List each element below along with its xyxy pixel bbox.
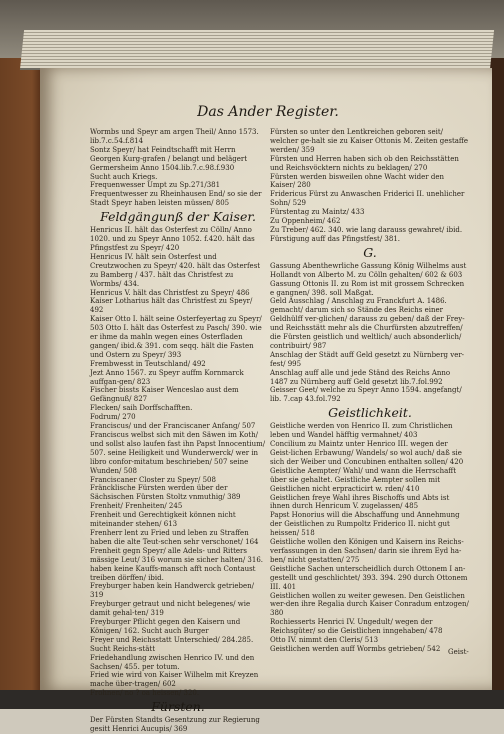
index-entry: Fürsten und Herren haben sich ob den Reichsstätten und Reichsvöcktern nichts zu beklagen/ 270 — [270, 154, 459, 172]
index-entry: Gassung Abenthewrliche Gassung König Wilhelms aust Hollandt von Alberto M. zu Cölln gehalten/ 602 & 603 — [270, 261, 467, 279]
index-entry: Frembwesst in Teutschland/ 492 — [90, 359, 206, 368]
index-entry: Geld Ausschlag / Anschlag zu Franckfurt A. 1486. gemacht/ darum sich so Stände des Reichs einer Geldhülff ver-glichen/ darauss zu geben/ daß der Frey- und Reichsstätt mehr als die Churfürsten abzutreffen/ die Fürsten geistlich und weltlich/ auch absonderlich/ contribuirt/ 987 — [270, 297, 465, 350]
index-entry: Anschlag auff alle und jede Ständ des Reichs Anno 1487 zu Nürnberg auff Geld gesetzt lib.7.fol.992 — [270, 368, 451, 386]
page-title: Das Ander Register. — [197, 104, 339, 120]
index-entry: Freyer und Reichsstatt Unterschied/ 284.285. Sucht Reichs-stätt — [90, 635, 254, 653]
index-entry: Sucht auch Kriegs. — [90, 172, 158, 181]
index-entry: Otto IV. nimmt den Cleris/ 513 — [270, 636, 379, 645]
page-edges — [20, 30, 494, 70]
index-entry: Fürstigung auff das Pfingstfest/ 381. — [270, 234, 400, 243]
index-entry: Franciscus/ und der Franciscaner Anfang/ 507 — [90, 422, 256, 431]
index-entry: Frenheit und Gerechtigkeit können nicht miteinander stehen/ 613 — [90, 511, 236, 529]
index-entry: Der Fürsten Standts Gesentzung zur Regierung gesitt Henrici Aucupis/ 369 — [90, 716, 260, 734]
index-entry: Geisser Geet/ welche zu Speyr Anno 1594. angefangt/ lib. 7.cap 43.fol.792 — [270, 386, 462, 404]
index-entry: Flecken/ saih Dorffschafften. — [90, 404, 193, 413]
index-entry: Geistlichen freye Wahl ihres Bischoffs und Abts ist ihnen durch Henricum V. zugelassen/ 485 — [270, 493, 450, 511]
index-entry: Franciscaner Closter zu Speyr/ 508 — [90, 475, 216, 484]
index-entry: Henricus V. hält das Christfest zu Speyr/ 486 — [90, 288, 250, 297]
index-entry: Geistlichen werden auff Wormbs getrieben/ 542 — [270, 644, 441, 653]
index-entry: Frenheit/ Frenheiten/ 245 — [90, 502, 183, 511]
index-entry: Friedehandlung zwischen Henrico IV. und den Sachsen/ 455. per totum. — [90, 653, 255, 671]
index-entry: Sontz Speyr/ hat Feindtschafft mit Herrn Georgen Kurg-grafen / belangt und belägert Germersheim Anno 1504.lib.7.c.98.f.930 — [90, 145, 248, 172]
index-entry: Zu Oppenheim/ 462 — [270, 217, 341, 226]
section-heading: Fürsten. — [151, 699, 205, 715]
index-entry: Wormbs und Speyr am argen Theil/ Anno 1573. lib.7.c.54.f.814 — [90, 128, 259, 145]
index-column-right — [270, 128, 470, 654]
index-column-left — [90, 128, 266, 734]
index-entry: Anschlag der Städt auff Geld gesetzt zu Nürnberg ver-fest/ 995 — [270, 350, 465, 368]
index-entry: Frohnen/ no ? oa heissen/ 320. — [90, 689, 200, 698]
catchword: Geist- — [448, 648, 469, 656]
section-heading: Feldgängunß der Kaiser. — [100, 209, 256, 225]
section-heading: Geistlichkeit. — [328, 405, 412, 421]
index-entry: Fräncklische Fürsten werden über der Sächsischen Fürsten Stoltz vnmuthig/ 389 — [90, 484, 241, 502]
index-entry: Frequenwesser Umpt zu Sp.271/381 — [90, 181, 221, 190]
index-entry: Concilium zu Maintz unter Henrico III. wegen der Geist-lichen Erbawung/ Wandels/ so wol auch/ daß sie sich der Weiber und Concubinen enthalten sollen/ 420 — [270, 440, 464, 466]
index-entry: Geistliche werden von Henrico II. zum Christlichen leben und Wandel häfftig vermahnet/ 403 — [270, 422, 453, 440]
index-entry: Henricus II. hält das Osterfest zu Cölln/ Anno 1020. und zu Speyr Anno 1052. f.420. hält das Pfingstfest zu Speyr/ 420 — [90, 226, 255, 252]
index-entry: Geistliche Aempter/ Wahl/ und wann die Herrschafft über sie gehaltet. Geistliche Aempter sollen mit Geistlichen nicht erpracticirt w. rden/ 410 — [270, 466, 457, 493]
index-entry: Freyburger Pflicht gegen den Kaisern und Königen/ 162. Sucht auch Burger — [90, 618, 241, 635]
index-entry: Frequentwesser zu Rheinhausen End/ so sie der Stadt Speyr haben leisten müssen/ 805 — [90, 190, 262, 208]
index-entry: Frenheit gegn Speyr/ alle Adels- und Ritters mässige Leut/ 316 worum sie sicher halten/ 316. haben keine Kauffs-mansch afft noch Contaust treiben dörffen/ ibid. — [90, 546, 264, 582]
index-entry: Gassung Ottonis II. zu Rom ist mit grossem Schrecken e gangnen/ 398. soll Maßgat. — [270, 279, 465, 297]
section-heading: G. — [363, 244, 377, 260]
index-entry: Geistlichen wollen zu weiter gewesen. Den Geistlichen wer-den ihre Regalia durch Kaiser Conradum entzogen/ 380 — [270, 591, 469, 618]
index-entry: Freyburger haben kein Handwerck getrieben/ 319 — [90, 582, 255, 600]
index-entry: Freyburger getraut und nicht belegenes/ wie damit gehal-ten/ 319 — [90, 600, 251, 618]
index-entry: Henricus IV. hält sein Osterfest und Creutzwochen zu Speyr/ 420. hält das Osterfest zu Bamberg / 437. hält das Christfest zu Wormbs/ 434. — [90, 252, 261, 288]
index-entry: Geistliche Sachen unterscheidlich durch Ottonem I an-gestellt und geschlichtet/ 393. 394. 290 durch Ottonem III. 401 — [270, 564, 468, 591]
index-entry: Fischer bissts Kaiser Wenceslao aust dem Gefängnuß/ 827 — [90, 386, 239, 404]
index-entry: Fürsten werden bisweilen ohne Wacht wider den Kaiser/ 280 — [270, 172, 445, 190]
index-entry: Geistliche wollen den Königen und Kaisern ins Reichs-verfassungen in den Sachsen/ darin sie ihrem Eyd ha-ben/ nicht gestatten/ 275 — [270, 538, 464, 564]
index-entry: Fodrum/ 270 — [90, 413, 136, 422]
index-entry: Rochiesserts Henrici IV. Ungedult/ wegen der Reichsgüter/ so die Geistlichen inngehaben/ 478 — [270, 618, 443, 636]
index-entry: Kaiser Otto I. hält seine Osterfeyertag zu Speyr/ 503 Otto I. hält das Osterfest zu Pasch/ 390. wie er ihme da mahln wegen eines Osterfladen gangen/ ibid.& 391. com seqq. hält die Fasten und Ostern zu Speyr/ 393 — [90, 315, 262, 359]
index-entry: Frenherr lent zu Fried und leben zu Straffen haben die alte Teut-schen sehr verschonet/ 164 — [90, 528, 259, 546]
index-entry: Fried wie wird von Kaiser Wilhelm mit Kreyzen mache über-tragen/ 602 — [90, 671, 259, 689]
index-entry: Fürstentag zu Maintz/ 433 — [270, 208, 365, 217]
index-entry: Franciscus welbst sich mit den Säwen im Koth/ und sollst also laufen fast ihn Papst Innocentium/ 507. seine Heiligkeit und Wunderwerck/ wer in libro confor-mitatum beschrieben/ 507 seine Wunden/ 508 — [90, 431, 266, 475]
index-entry: Fürsten so unter den Lentkreichen geboren seit/ welcher ge-halt sie zu Kaiser Ottonis M. Zeiten gestaffe werden/ 359 — [270, 128, 469, 154]
index-entry: Zu Treber/ 462. 340. wie lang darauss gewahret/ ibid. — [270, 225, 463, 234]
index-entry: Jezt Anno 1567. zu Speyr auffm Kornmarck auffgan-gen/ 823 — [90, 368, 244, 386]
index-entry: Kaiser Lotharius hält das Christfest zu Speyr/ 492 — [90, 297, 253, 315]
index-entry: Papst Honorius will die Abschaffung und Annehmung der Geistlichen zu Rumpoltz Friderico II. nicht gut heissen/ 518 — [270, 511, 460, 538]
index-entry: Fridericus Fürst zu Anwaschen Friderici II. unehlicher Sohn/ 529 — [270, 190, 465, 208]
